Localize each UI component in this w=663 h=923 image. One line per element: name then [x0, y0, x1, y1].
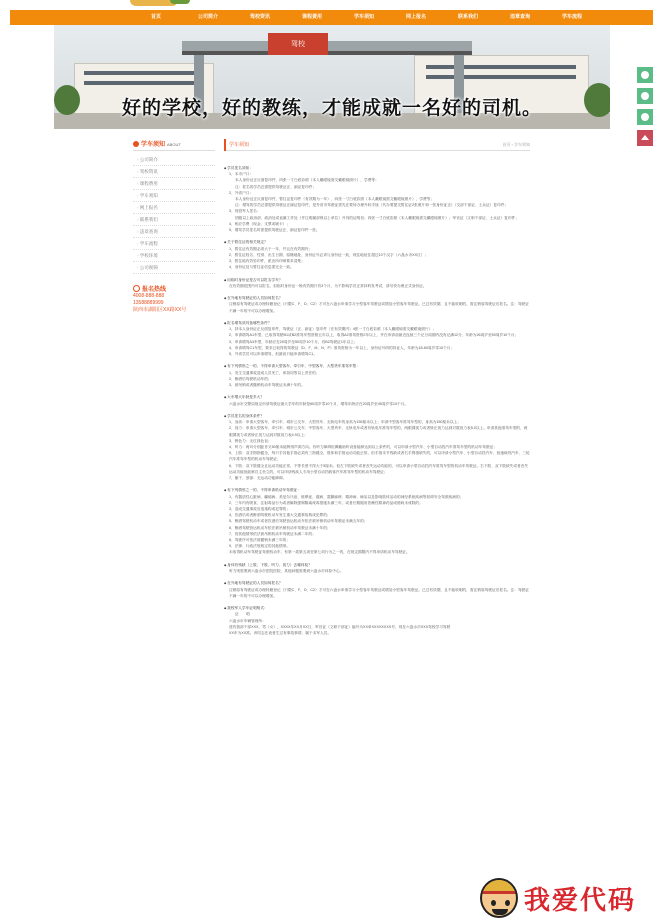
hotline-mobile: 13588889999 [133, 300, 164, 306]
sidebar-list [133, 154, 215, 274]
sidebar-title [133, 139, 215, 151]
chat-icon [641, 92, 649, 100]
banner-window [426, 65, 576, 69]
banner-gate-sign: 驾校 [268, 33, 328, 55]
faq-question: ◆ 大车增大年龄是多大？ [224, 394, 530, 400]
faq-answer-line: 1、有器质性心脏病、癫痫病、美尼尔氏症、眩晕症、癔病、震颤麻痹、精神病、痴呆以及影响肢体活动的神经系统疾病等妨碍安全驾驶疾病的； [229, 494, 464, 499]
faq-answer-line: 1、暂住证有效期必须大于一年，并且在有效期内； [229, 246, 313, 251]
main-content [224, 139, 530, 642]
floating-toolbar [637, 67, 653, 151]
faq-answer-line: 5、醉酒驾驶机动车或者饮酒后驾驶营运机动车依法被吊销机动车驾驶证未满五年的； [229, 519, 368, 524]
sidebar-title-text: 学车须知 [141, 142, 166, 148]
faq-answer-line: 2、醉酒后驾驶机动车的； [229, 376, 272, 381]
faq-answer-line: 1、持本人身份证正反面复印件，驾驶证（正、副证）复印件（在有效期内）4张一寸白底彩照（本人戴眼镜需交戴眼镜照片）； [229, 327, 436, 332]
faq-answer-line: 4、身份证及与暂住证信息需完全一致。 [229, 265, 294, 270]
faq-section [224, 562, 530, 574]
sidebar-item-about[interactable]: › 公司简介 [133, 154, 215, 166]
faq-answer-line: 6、下肢：双下肢健全且运动功能正常，不等长度不得大于5厘米。但左下肢缺失或者丧失运动功能的，可以申请小型自动挡汽车准驾车型的机动车驾驶证。右下肢、双下肢缺失或者丧失运动功能但能够自主坐立的，可以申请残疾人专用小型自动挡载客汽车准驾车型的机动车驾驶证； [229, 463, 529, 474]
sidebar-item-environment[interactable]: › 学校环境 [133, 250, 215, 262]
sidebar-title-en: ABOUT [167, 142, 181, 147]
faq-answer-line: 注销原有驾驶证或办理转籍登记（只限C、F、D、C2）才可在六盘水申请学习小型客车驾驶证或增加小型客车驾驶证。已过有效期，且不能收刷的，需注销原驾驶证后报名。注：驾驶证不满一年的不可以办理增加。 [229, 587, 529, 598]
faq-question: ◆ 在外地有驾驶证的人员如何报名？ [224, 580, 530, 586]
sidebar-item-news[interactable]: › 驾校资讯 [133, 166, 215, 178]
nav-item-violation[interactable]: 违章查询 [509, 14, 530, 20]
faq-answer-line: 听力则需要到六盘水市医院医院，其他问题需要到六盘水市体检中心。 [229, 569, 344, 574]
faq-answer-line: 本人身份证正反面复印件，四张一寸白底彩照（本人戴眼镜需交戴眼镜照片），学费等； [235, 178, 379, 183]
faq-answer-line: 5、外省学员可以申请增驾，但最高只能申请增驾C1。 [229, 352, 317, 357]
faq-answer-line: 在有效期范围内可以报名，但临时身份证一般有效期只有3个月，为不影响学员正常持科发考试，请尽快办理正式身份证。 [229, 283, 427, 288]
faq-answer-line: 3、暂住地有效验印件，派出所印章要求清楚； [229, 259, 305, 264]
faq-section [224, 363, 530, 388]
faq-question: ◆ 身体有残缺（上肢、下肢、听力、视力）去哪体检？ [224, 562, 530, 568]
faq-answer-line: 8、驾驶许可依法被撤销未满三年的； [229, 538, 291, 543]
article-body [224, 151, 530, 636]
breadcrumb[interactable]: 首页 › 学车须知 [502, 142, 530, 147]
nav-item-contact[interactable]: 联系我们 [457, 14, 478, 20]
faq-question: ◆ 用临时身份证是否可以报名学车？ [224, 277, 530, 283]
page-title: 学车须知 [224, 139, 530, 151]
faq-answer-line: 3、申请增驾A3车型，年龄应在20周岁至50周岁10个月，有B2驾驶证1年以上； [229, 339, 358, 344]
car-icon [133, 141, 139, 147]
sidebar-item-process[interactable]: › 学车流程 [133, 238, 215, 250]
nav-item-notice[interactable]: 学车须知 [353, 14, 374, 20]
banner-slogan: 好的学校，好的教练，才能成就一名好的司机。 [121, 97, 542, 119]
nav-item-fees[interactable]: 课程费用 [301, 14, 322, 20]
faq-answer-line: 4、申请增驾C1车型，要求已取得的驾驶证（D、F、M、N、P）准驾资格为一年以上，身份证号码的持证人，年龄为18-60周岁零10个月； [229, 345, 455, 350]
faq-section [224, 239, 530, 270]
faq-answer-line: 团级以上政治部、政治处或直属工作处（并注明属部保以上单位）开具的证明信；四张一寸白底彩照（本人戴眼镜需交戴眼镜照片）；军官证（文职干部证、士兵证）复印件； [235, 215, 519, 220]
sidebar-item-violation[interactable]: › 违章查询 [133, 226, 215, 238]
faq-section [224, 295, 530, 314]
faq-answer-line: 1、本市户口： [229, 172, 254, 177]
mascot-eye [491, 900, 496, 906]
faq-answer-line: 7、因其他情形依法被吊销机动车驾驶证未满二年的； [229, 531, 316, 536]
sidebar-item-signup[interactable]: › 网上报名 [133, 202, 215, 214]
nav-item-about[interactable]: 公司简介 [197, 14, 218, 20]
faq-section [224, 605, 530, 636]
main-header [224, 139, 530, 151]
faq-answer-line: 4、相应学费（现金、支票或刷卡）； [229, 221, 291, 226]
faq-answer-line: 2、外省户口： [229, 190, 254, 195]
faq-answer-line: 3、被吊销或者撤销机动车驾驶证未满十年的。 [229, 383, 305, 388]
faq-question: ◆ 学员报名的身体条件？ [224, 413, 530, 419]
nav-item-home[interactable]: 首页 [150, 14, 161, 20]
watermark [480, 876, 650, 920]
nav-item-process[interactable]: 学车流程 [561, 14, 582, 20]
faq-section [224, 165, 530, 233]
faq-answer-line: 5、上肢：双手拇指健全，每只手其他手指必须有三指健全，肢体和手指运动功能正常。但手指末节残缺或者右手拇指缺失的，可以申请小型汽车、小型自动挡汽车、低速载货汽车、三轮汽车准驾车型的机动车驾驶证； [229, 451, 530, 462]
faq-question: ◆ 有下列情形之一的，不得申请机动车驾驶证： [224, 487, 530, 493]
sidebar-item-fees[interactable]: › 课程费用 [133, 178, 215, 190]
faq-answer-line: 注销原有驾驶证或办理转籍登记（只限C、F、D、C2）才可在六盘水申请学习小型客车驾驶证或增加小型客车驾驶证。已过有效期，且不能收刷的，需注销原驾驶证后报名。注：驾驶证不满一年的不可以办理增加。 [229, 302, 529, 313]
faq-question: ◆ 关于暂住证的相关规定？ [224, 239, 530, 245]
banner-window [426, 75, 576, 79]
faq-answer-line: 9、法律、行政法规规定的其他情形。 [229, 544, 291, 549]
chat-button[interactable] [637, 88, 653, 104]
map-button[interactable] [637, 109, 653, 125]
faq-answer-line: XX车为XX准。该同志在表者生过有事故事情，属于本军人员。 [229, 631, 332, 636]
qq-button[interactable] [637, 67, 653, 83]
sidebar-item-contact[interactable]: › 联系我们 [133, 214, 215, 226]
sidebar [133, 139, 215, 314]
phone-icon [133, 285, 140, 292]
hotline [133, 284, 215, 314]
faq-answer-line: 2、三年内有吸食、注射毒品行为或者解除强制隔离戒毒措施未满三年，或者长期服用依赖性精神药品成瘾尚未戒除的； [229, 500, 423, 505]
faq-answer-line: 注：报名的学员还需提供驾驶证正、副证复印件； [235, 184, 317, 189]
mascot-mouth [492, 909, 508, 915]
faq-question: ◆ 学员报名须知： [224, 165, 530, 171]
sidebar-item-video[interactable]: › 公司视频 [133, 262, 215, 274]
faq-question: ◆ 有下列情形之一的，不得申请大型客车、牵引车、中型客车、大型货车准驾车型： [224, 363, 530, 369]
faq-answer-line: 兹有我部干部XXX，男（女），XXXX年XX月XX日，军官证（文职干部证）编号为XX单XXXXXXXX号，现在六盘水市XXX驾校学习驾驶 [229, 624, 451, 629]
faq-answer-line: 注：增驾的学员还需提供驾驶证正副证复印件，是外省市驾驶证需先在要转办理外转手续（代办要提交暂住证2张照片和一张身份证正）（交部干部证、士兵证）复印件； [235, 203, 509, 208]
nav-item-signup[interactable]: 网上报名 [405, 14, 426, 20]
faq-answer-line: 证 明 [235, 612, 250, 617]
nav-item-news[interactable]: 驾校资讯 [249, 14, 270, 20]
mascot-eye [505, 900, 510, 906]
faq-section [224, 413, 530, 481]
faq-section [224, 580, 530, 599]
faq-answer-line: 6、醉酒驾驶营运机动车依法被吊销机动车驾驶证未满十年的； [229, 525, 331, 530]
back-to-top-button[interactable] [637, 130, 653, 146]
main-nav [10, 10, 653, 25]
sidebar-item-notice[interactable]: › 学车须知 [133, 190, 215, 202]
faq-answer-line: 2、视力：申请大型客车、牵引车、城市公交车、中型客车、大型货车、无轨电车或者有轨电车准驾车型的，两眼裸视力或者矫正视力达到对数视力表5.0以上。申请其他准驾车型的，两眼裸视力或者矫正视力达到对数视力表4.9以上； [229, 426, 528, 437]
faq-answer-line: 六盘水市交警局规定申请驾驶证最大学车的年龄是60周岁零10个月，增驾年龄应在20周岁至45周岁零10个月。 [229, 401, 409, 406]
faq-answer-line: 未取得机动车驾驶证驾驶机动车，有第一款第五项至第七项行为之一的，在规定期限内不得申请机动车驾驶证。 [229, 550, 410, 555]
faq-answer-line: 4、听力：两耳分别距音叉50厘米能辨别声源方向。有听力障碍但佩戴助听设备能够达到以上条件的，可以申请小型汽车、小型自动挡汽车准驾车型的机动车驾驶证； [229, 445, 497, 450]
faq-question: ◆ 在外地有驾驶证的人员如何报名？ [224, 295, 530, 301]
arrow-up-icon [641, 135, 649, 140]
logo-leaf-icon [170, 0, 190, 4]
hotline-phone: 4008-888-888 [133, 293, 165, 299]
faq-answer-line: 7、躯干、颈部：无运动功能障碍。 [229, 476, 287, 481]
logo-strip [0, 0, 663, 10]
straw-hat-icon [480, 878, 518, 894]
location-pin-icon [641, 113, 649, 121]
banner-window [84, 81, 204, 85]
watermark-text: 我爱代码 [524, 886, 637, 916]
faq-answer-line: 本人身份证正反面复印件，暂住证复印件（有效期为一年），四张一寸白底彩照（本人戴眼镜需交戴眼镜照片），学费等； [235, 197, 435, 202]
faq-section [224, 394, 530, 406]
faq-answer-line: 1、发生交通事故造成人员死亡，承担同等以上责任的； [229, 370, 320, 375]
faq-section [224, 277, 530, 289]
faq-answer-line: 2、暂住证姓名、性别、出生日期、原籍地址、身份证号必须与身份证一致，现住地址住超过10个汉字（六盘水市XX区）； [229, 252, 429, 257]
hotline-title [133, 284, 215, 293]
faq-answer-line: 3、现役军人报名： [229, 209, 261, 214]
faq-question: ◆ 报名增驾须具备哪些条件？ [224, 320, 530, 326]
faq-question: ◆ 我校军人学车证明格式： [224, 605, 530, 611]
faq-answer-line: 5、增驾学员报名时需提供驾驶证正、副证复印件一张。 [229, 228, 320, 233]
hotline-address: 陕西市湖阳区XX路XX号 [133, 307, 187, 313]
faq-answer-line: 1、身高：申请大型客车、牵引车、城市公交车、大型货车、无轨电车的身高为155厘米以上；申请中型客车准驾车型的，身高为150厘米以上； [229, 420, 461, 425]
faq-answer-line: 3、造成交通事故后逃逸构成犯罪的； [229, 507, 291, 512]
faq-answer-line: 4、饮酒后或者醉酒驾驶机动车发生重大交通事故构成犯罪的； [229, 513, 331, 518]
hero-banner [54, 25, 610, 129]
banner-window [84, 71, 204, 75]
faq-section [224, 487, 530, 555]
faq-answer-line: 2、申请增驾A1车型，已取得驾驶B1或B2准驾车型资格五年以上，取得A2准驾资格2年以上，并在申请前最近连续三个记分周期内没有记满12分，年龄为26周岁至50周岁10个月； [229, 333, 519, 338]
mascot-icon [480, 878, 518, 918]
faq-answer-line: 3、辨色力：无红绿色盲； [229, 438, 272, 443]
qq-icon [641, 71, 649, 79]
faq-answer-line: 六盘水市车辆管理所： [229, 618, 266, 623]
faq-section [224, 320, 530, 357]
hotline-title-text: 报名热线 [142, 287, 167, 293]
